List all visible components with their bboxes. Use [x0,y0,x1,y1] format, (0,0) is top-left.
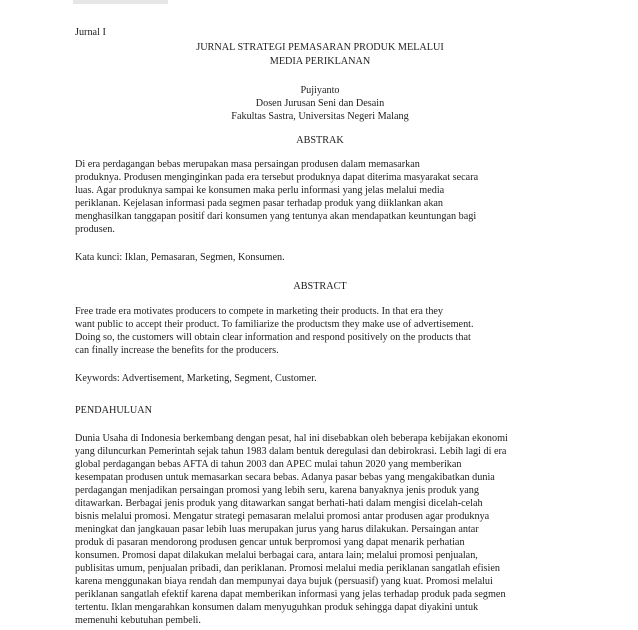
body-line: konsumen. Promosi dapat dilakukan melalui berbagai cara, antara lain; melalui promosi penjualan, [75,550,478,561]
author-affiliation: Fakultas Sastra, Universitas Negeri Malang [231,111,409,122]
title-line-1: JURNAL STRATEGI PEMASARAN PRODUK MELALUI [196,42,444,53]
author-position: Dosen Jurusan Seni dan Desain [255,98,385,109]
body-line: yang diluncurkan Pemerintah sejak tahun 1983 dalam bentuk deregulasi dan debirokrasi. Lebih lagi di era [75,446,507,457]
abstrak-line: produsen. [75,224,115,235]
body-line: perdagangan menjadikan persaingan promosi yang lebih seru, karena banyaknya jenis produk yang [75,485,479,496]
body-line: bisnis melalui promosi. Mengatur strategi pemasaran melalui promosi antar produsen agar produknya [75,511,490,522]
body-line: meningkat dan jangkauan pasar lebih luas merupakan jurus yang harus dilakukan. Persaingan antar [75,524,479,535]
abstract-keywords: Keywords: Advertisement, Marketing, Segment, Customer. [75,373,317,384]
body-line: global perdagangan bebas AFTA di tahun 2003 dan APEC mulai tahun 2020 yang memberikan [75,459,462,470]
pendahuluan-heading: PENDAHULUAN [75,405,152,416]
abstrak-line: luas. Agar produknya sampai ke konsumen maka perlu informasi yang jelas melalui media [75,185,445,196]
body-line: kesempatan produsen untuk memasarkan secara bebas. Adanya pasar bebas yang mengakibatkan dunia [75,472,495,483]
top-edge-mark [73,0,168,4]
author-name: Pujiyanto [300,85,340,96]
abstrak-heading: ABSTRAK [296,135,344,146]
body-line: publisitas umum, penjualan pribadi, dan periklanan. Promosi melalui media periklanan sangatlah efisien [75,563,500,574]
body-line: memenuhi kebutuhan pembeli. [75,615,201,626]
abstract-line: want public to accept their product. To familiarize the productsm they make use of advertisement. [75,319,474,330]
title-line-2: MEDIA PERIKLANAN [269,56,371,67]
body-line: tertentu. Iklan mengarahkan konsumen dalam menyuguhkan produk sehingga dapat diyakini untuk [75,602,479,613]
abstract-line: Free trade era motivates producers to compete in marketing their products. In that era they [75,306,444,317]
abstrak-line: periklanan. Kejelasan informasi pada segmen pasar terhadap produk yang diiklankan akan [75,198,444,209]
abstract-heading: ABSTRACT [293,281,347,292]
abstrak-line: Di era perdagangan bebas merupakan masa persaingan produsen dalam memasarkan [75,159,420,170]
abstract-line: Doing so, the customers will obtain clear information and respond positively on the products that [75,332,471,343]
journal-label: Jurnal I [75,27,106,38]
abstrak-keywords: Kata kunci: Iklan, Pemasaran, Segmen, Konsumen. [75,252,285,263]
body-line: ditawarkan. Berbagai jenis produk yang ditawarkan sangat berhati-hati dalam mengisi dicelah-celah [75,498,483,509]
body-line: Dunia Usaha di Indonesia berkembang dengan pesat, hal ini disebabkan oleh beberapa kebijakan ekonomi [75,433,508,444]
body-line: periklanan sangatlah efektif karena dapat memberikan informasi yang jelas terhadap produk pada segmen [75,589,506,600]
abstract-line: can finally increase the benefits for the producers. [75,345,279,356]
body-line: karena menggunakan biaya rendah dan mempunyai daya bujuk (persuasif) yang kuat. Promosi melalui [75,576,493,587]
abstrak-line: produknya. Produsen menginginkan pada era tersebut produknya dapat diterima masyarakat secara [75,172,479,183]
body-line: produk di pasaran mendorong produsen gencar untuk berpromosi yang dapat menarik perhatian [75,537,465,548]
abstrak-line: menghasilkan tanggapan positif dari konsumen yang tentunya akan mendapatkan keuntungan bagi [75,211,477,222]
